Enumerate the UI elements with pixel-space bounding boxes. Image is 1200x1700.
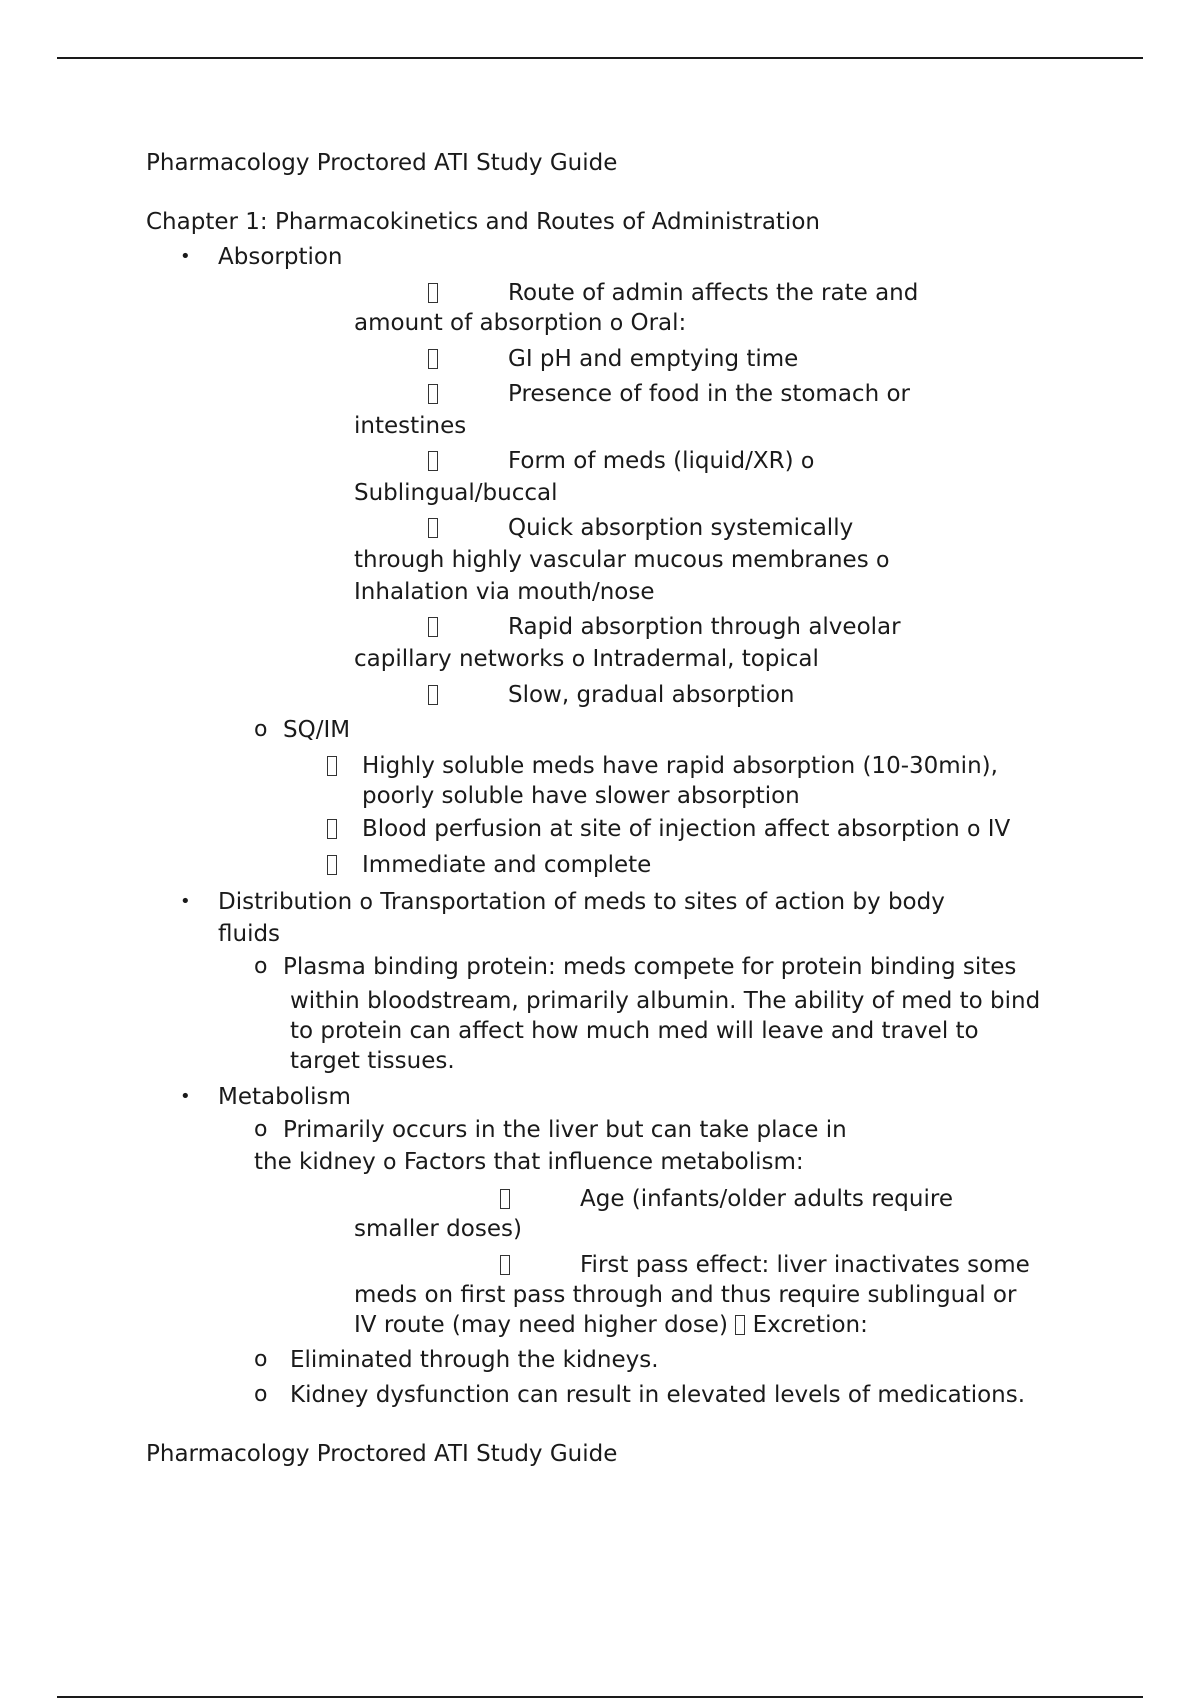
sq-line <box>362 815 1010 844</box>
missing-glyph-box-icon <box>500 1185 510 1213</box>
chapter-heading: Chapter 1: Pharmacokinetics and Routes of Administration <box>146 209 820 235</box>
circle-bullet-icon: o <box>383 1150 397 1175</box>
absorption-line: Inhalation via mouth/nose <box>354 579 655 605</box>
absorption-line <box>508 447 814 476</box>
distribution-heading: Distribution <box>218 889 353 915</box>
metabolism-line: First pass effect: liver inactivates some <box>580 1252 1030 1278</box>
top-rule <box>57 57 1143 59</box>
circle-bullet-icon: o <box>254 1117 268 1142</box>
distribution-line <box>218 888 945 917</box>
sq-line: Highly soluble meds have rapid absorption (10-30min), <box>362 753 998 779</box>
absorption-line: Rapid absorption through alveolar <box>508 614 901 640</box>
metabolism-line: Age (infants/older adults require <box>580 1186 953 1212</box>
missing-glyph-box-icon <box>327 815 337 843</box>
absorption-text: through highly vascular mucous membranes <box>354 547 869 573</box>
bullet-icon: • <box>180 1086 191 1107</box>
absorption-line: GI pH and emptying time <box>508 346 799 372</box>
bottom-rule <box>57 1696 1143 1698</box>
metabolism-text: Factors that influence metabolism: <box>403 1149 804 1175</box>
sq-im-label: SQ/IM <box>283 717 351 743</box>
circle-bullet-icon: o <box>359 890 373 915</box>
absorption-line <box>354 309 686 338</box>
metabolism-text: IV route (may need higher dose) <box>354 1312 728 1338</box>
circle-bullet-icon: o <box>609 311 624 336</box>
circle-bullet-icon: o <box>966 817 981 842</box>
distribution-line: to protein can affect how much med will leave and travel to <box>290 1018 979 1044</box>
absorption-text: amount of absorption <box>354 310 603 336</box>
bullet-icon: • <box>180 246 191 267</box>
missing-glyph-box-icon <box>428 514 438 542</box>
missing-glyph-box-icon <box>428 345 438 373</box>
absorption-line: Quick absorption systemically <box>508 515 854 541</box>
distribution-line: target tissues. <box>290 1048 455 1074</box>
missing-glyph-box-icon <box>500 1251 510 1279</box>
missing-glyph-box-icon <box>428 681 438 709</box>
metabolism-line: smaller doses) <box>354 1216 522 1242</box>
missing-glyph-box-icon <box>428 380 438 408</box>
excretion-line: Kidney dysfunction can result in elevated levels of medications. <box>290 1382 1026 1408</box>
absorption-line: Sublingual/buccal <box>354 480 558 506</box>
metabolism-line <box>254 1148 804 1177</box>
iv-line: Immediate and complete <box>362 852 652 878</box>
metabolism-heading: Metabolism <box>218 1084 351 1110</box>
iv-label: IV <box>987 816 1011 842</box>
missing-glyph-box-icon <box>327 752 337 780</box>
route-label: Intradermal, topical <box>592 646 819 672</box>
missing-glyph-box-icon <box>428 447 438 475</box>
distribution-line: fluids <box>218 921 281 947</box>
distribution-line: within bloodstream, primarily albumin. The ability of med to bind <box>290 988 1041 1014</box>
circle-bullet-icon: o <box>876 548 890 573</box>
excretion-line: Eliminated through the kidneys. <box>290 1347 659 1373</box>
document-title: Pharmacology Proctored ATI Study Guide <box>146 150 618 176</box>
absorption-line: Presence of food in the stomach or <box>508 381 910 407</box>
excretion-heading: Excretion: <box>752 1312 868 1338</box>
footer-title: Pharmacology Proctored ATI Study Guide <box>146 1441 618 1467</box>
bullet-icon: • <box>180 891 191 912</box>
absorption-text: capillary networks <box>354 646 565 672</box>
sq-text: Blood perfusion at site of injection affect absorption <box>362 816 960 842</box>
metabolism-line: meds on first pass through and thus require sublingual or <box>354 1282 1017 1308</box>
circle-bullet-icon: o <box>254 954 268 979</box>
missing-glyph-box-icon <box>428 613 438 641</box>
circle-bullet-icon: o <box>254 1347 268 1372</box>
missing-glyph-box-icon <box>735 1315 745 1335</box>
distribution-text: Transportation of meds to sites of action by body <box>380 889 945 915</box>
sq-line: poorly soluble have slower absorption <box>362 783 800 809</box>
metabolism-line: Primarily occurs in the liver but can take place in <box>283 1117 847 1143</box>
metabolism-text: the kidney <box>254 1149 376 1175</box>
oral-label: Oral: <box>630 310 687 336</box>
missing-glyph-box-icon <box>327 851 337 879</box>
circle-bullet-icon: o <box>254 717 268 742</box>
absorption-heading: Absorption <box>218 244 343 270</box>
missing-glyph-box-icon <box>428 279 438 307</box>
absorption-line: Route of admin affects the rate and <box>508 280 919 306</box>
circle-bullet-icon: o <box>571 647 586 672</box>
metabolism-line <box>354 1311 868 1339</box>
circle-bullet-icon: o <box>254 1382 268 1407</box>
absorption-text: Form of meds (liquid/XR) <box>508 448 794 474</box>
distribution-line: Plasma binding protein: meds compete for protein binding sites <box>283 954 1017 980</box>
absorption-line <box>354 546 889 575</box>
absorption-line: intestines <box>354 413 467 439</box>
circle-bullet-icon: o <box>800 449 815 474</box>
absorption-line: Slow, gradual absorption <box>508 682 795 708</box>
absorption-line <box>354 645 819 674</box>
